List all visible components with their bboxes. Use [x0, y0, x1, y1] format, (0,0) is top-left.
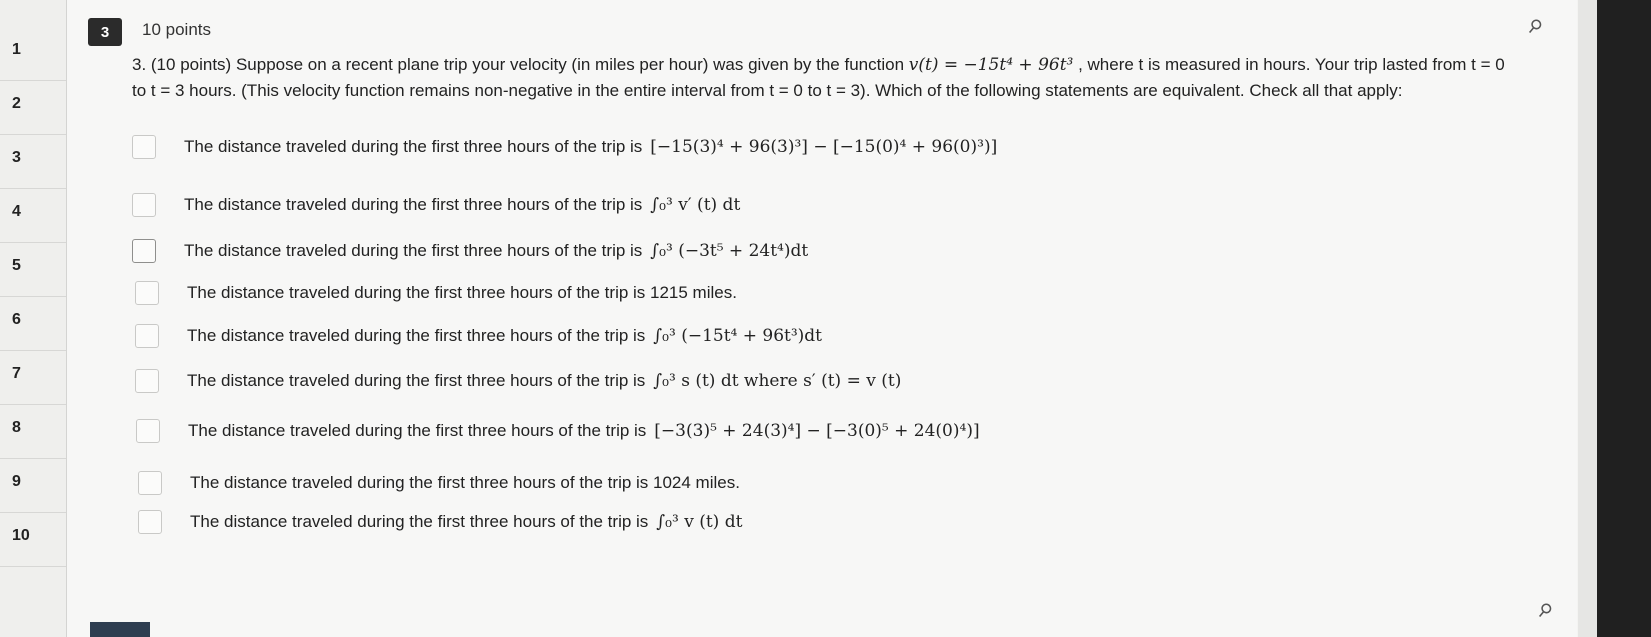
scrollbar-track[interactable] — [1578, 0, 1597, 637]
option-expression: ∫₀³ v′ (t) dt — [650, 195, 741, 215]
option-2[interactable] — [132, 190, 740, 220]
option-7[interactable] — [136, 416, 980, 446]
question-number-badge: 3 — [88, 18, 122, 46]
option-label: The distance traveled during the first three hours of the trip is — [188, 421, 647, 440]
question-nav-10[interactable]: 10 — [0, 513, 66, 567]
option-expression: ∫₀³ (−3t⁵ + 24t⁴)dt — [650, 241, 809, 261]
bottom-button-edge[interactable] — [90, 622, 150, 637]
pin-icon[interactable]: ⚲ — [1523, 14, 1547, 39]
option-label: The distance traveled during the first three hours of the trip is — [184, 241, 643, 260]
pin-icon[interactable]: ⚲ — [1533, 598, 1557, 623]
question-nav-3[interactable]: 3 — [0, 135, 66, 189]
question-nav-8[interactable]: 8 — [0, 405, 66, 459]
question-nav-6[interactable]: 6 — [0, 297, 66, 351]
checkbox[interactable] — [135, 324, 159, 348]
option-8[interactable] — [138, 468, 740, 498]
question-nav-4[interactable]: 4 — [0, 189, 66, 243]
option-5[interactable] — [135, 321, 822, 351]
checkbox[interactable] — [132, 193, 156, 217]
question-text-part1: 3. (10 points) Suppose on a recent plane trip your velocity (in miles per hour) was given by the function — [132, 55, 909, 74]
option-expression: ∫₀³ s (t) dt where s′ (t) = v (t) — [653, 371, 902, 391]
option-expression: [−15(3)⁴ + 96(3)³] − [−15(0)⁴ + 96(0)³)] — [650, 137, 998, 157]
question-text — [132, 52, 1512, 104]
checkbox[interactable] — [138, 510, 162, 534]
option-expression: ∫₀³ v (t) dt — [656, 512, 743, 532]
option-6[interactable] — [135, 366, 901, 396]
option-label: The distance traveled during the first three hours of the trip is 1215 miles. — [187, 283, 737, 302]
points-label: 10 points — [142, 20, 211, 39]
question-text-part2: , where t is measured in hours. Your trip lasted from t = 0 to t = 3 hours. (This velocity function remains non-negative in the entire interval from t = 0 to t = 3). Which of the following statements are equivalent. Check all that apply: — [132, 55, 1505, 100]
option-label: The distance traveled during the first three hours of the trip is — [184, 195, 643, 214]
question-nav-5[interactable]: 5 — [0, 243, 66, 297]
option-1[interactable] — [132, 132, 997, 162]
window-edge — [1597, 0, 1651, 637]
option-4[interactable] — [135, 278, 737, 308]
checkbox[interactable] — [135, 281, 159, 305]
question-nav-1[interactable]: 1 — [0, 27, 66, 81]
option-label: The distance traveled during the first three hours of the trip is — [187, 371, 646, 390]
checkbox[interactable] — [132, 135, 156, 159]
option-expression: [−3(3)⁵ + 24(3)⁴] − [−3(0)⁵ + 24(0)⁴)] — [654, 421, 980, 441]
velocity-function: v(t) = −15t⁴ + 96t³ — [908, 55, 1074, 75]
checkbox[interactable] — [136, 419, 160, 443]
checkbox[interactable] — [132, 239, 156, 263]
option-label: The distance traveled during the first three hours of the trip is — [184, 137, 643, 156]
checkbox[interactable] — [138, 471, 162, 495]
question-nav-sidebar — [0, 0, 67, 637]
option-3[interactable] — [132, 236, 808, 266]
question-nav-9[interactable]: 9 — [0, 459, 66, 513]
option-expression: ∫₀³ (−15t⁴ + 96t³)dt — [653, 326, 823, 346]
option-label: The distance traveled during the first three hours of the trip is — [190, 512, 649, 531]
checkbox[interactable] — [135, 369, 159, 393]
option-label: The distance traveled during the first three hours of the trip is 1024 miles. — [190, 473, 740, 492]
option-label: The distance traveled during the first three hours of the trip is — [187, 326, 646, 345]
question-nav-7[interactable]: 7 — [0, 351, 66, 405]
option-9[interactable] — [138, 507, 742, 537]
question-nav-2[interactable]: 2 — [0, 81, 66, 135]
